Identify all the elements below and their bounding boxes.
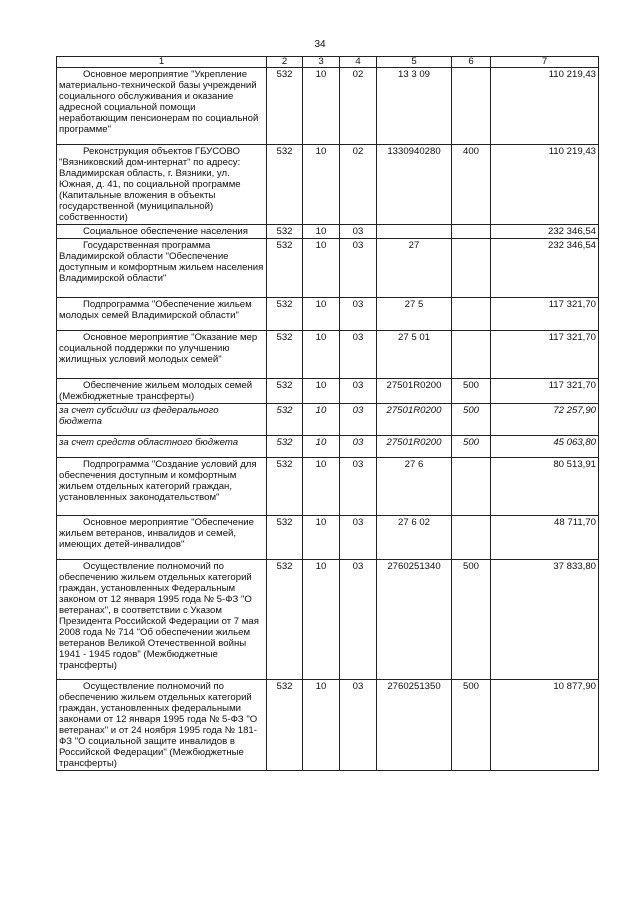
row-col4-cell: 03: [340, 298, 377, 331]
row-col2-cell: 532: [267, 225, 303, 239]
row-col2-cell: 532: [267, 239, 303, 298]
row-col4-cell: 03: [340, 404, 377, 436]
row-col3-cell: 10: [303, 298, 340, 331]
row-name-text: Осуществление полномочий по обеспечению жильем отдельных категорий граждан, установленных федеральными законами от 12 января 1995 года № 5-ФЗ "О ветеранах" и от 24 ноября 1995 года № 181-ФЗ "О социальной защите инвалидов в Российской Федерации" (Межбюджетные трансферты): [59, 681, 258, 769]
row-col6-cell: 500: [452, 404, 491, 436]
row-name-text: Осуществление полномочий по обеспечению жильем отдельных категорий граждан, установленных Федеральным законом от 12 января 1995 года № 5-ФЗ "О ветеранах", в соответствии с Указом Президента Российской Федерации от 7 мая 2008 года № 714 "Об обеспечении жильем ветеранов Великой Отечественной войны 1941 - 1945 годов" (Межбюджетные трансферты): [59, 561, 259, 671]
page-number: 34: [314, 39, 326, 50]
row-name-text: Реконструкция объектов ГБУСОВО "Вязниковский дом-интернат" по адресу: Владимирская область, г. Вязники, ул. Южная, д. 41, по социальной программе (Капитальные вложения в объекты государственной (муниципальной) собственности): [59, 146, 241, 223]
row-amount-cell: 45 063,80: [491, 436, 599, 458]
row-col4-cell: 03: [340, 331, 377, 379]
row-col5-cell: 27501R0200: [377, 379, 452, 404]
row-col5-cell: 27501R0200: [377, 436, 452, 458]
row-col2-cell: 532: [267, 298, 303, 331]
row-name-text: Обеспечение жильем молодых семей (Межбюджетные трансферты): [59, 380, 253, 402]
row-name-cell: [57, 331, 267, 379]
row-col5-cell: 27 5: [377, 298, 452, 331]
row-col2-cell: 532: [267, 458, 303, 516]
row-col6-cell: [452, 239, 491, 298]
row-col3-cell: 10: [303, 145, 340, 225]
row-name-cell: [57, 680, 267, 771]
table-row: [57, 68, 599, 145]
row-name-cell: [57, 436, 267, 458]
row-amount-cell: 232 346,54: [491, 225, 599, 239]
row-col5-cell: 1330940280: [377, 145, 452, 225]
row-col6-cell: [452, 331, 491, 379]
row-amount-cell: 117 321,70: [491, 331, 599, 379]
row-name-text: Подпрограмма "Обеспечение жильем молодых семей Владимирской области": [59, 299, 252, 321]
row-col5-cell: 13 3 09: [377, 68, 452, 145]
row-col4-cell: 03: [340, 458, 377, 516]
row-col5-cell: [377, 225, 452, 239]
row-col5-cell: 2760251350: [377, 680, 452, 771]
table-row: [57, 404, 599, 436]
row-amount-cell: 110 219,43: [491, 145, 599, 225]
row-col3-cell: 10: [303, 225, 340, 239]
row-name-cell: [57, 458, 267, 516]
row-name-cell: [57, 379, 267, 404]
header-col-4: 4: [340, 57, 377, 68]
row-name-text: Государственная программа Владимирской области "Обеспечение доступным и комфортным жильем населения Владимирской области": [59, 240, 264, 284]
row-name-cell: [57, 298, 267, 331]
row-col6-cell: [452, 298, 491, 331]
row-col4-cell: 03: [340, 225, 377, 239]
row-col6-cell: 500: [452, 560, 491, 680]
row-col6-cell: [452, 68, 491, 145]
header-col-7: 7: [491, 57, 599, 68]
row-col4-cell: 03: [340, 239, 377, 298]
row-col3-cell: 10: [303, 68, 340, 145]
row-col2-cell: 532: [267, 516, 303, 560]
table-row: [57, 331, 599, 379]
row-col2-cell: 532: [267, 436, 303, 458]
row-col5-cell: 27 6: [377, 458, 452, 516]
row-col2-cell: 532: [267, 560, 303, 680]
header-col-3: 3: [303, 57, 340, 68]
row-name-text: за счет средств областного бюджета: [59, 437, 239, 448]
row-col4-cell: 03: [340, 436, 377, 458]
row-amount-cell: 48 711,70: [491, 516, 599, 560]
row-name-cell: [57, 516, 267, 560]
row-amount-cell: 232 346,54: [491, 239, 599, 298]
row-col3-cell: 10: [303, 379, 340, 404]
row-col4-cell: 03: [340, 379, 377, 404]
row-col5-cell: 2760251340: [377, 560, 452, 680]
row-amount-cell: 10 877,90: [491, 680, 599, 771]
row-col3-cell: 10: [303, 239, 340, 298]
row-amount-cell: 80 513,91: [491, 458, 599, 516]
row-col5-cell: 27 6 02: [377, 516, 452, 560]
row-col2-cell: 532: [267, 404, 303, 436]
row-col3-cell: 10: [303, 404, 340, 436]
row-col4-cell: 02: [340, 68, 377, 145]
row-name-cell: [57, 239, 267, 298]
row-col6-cell: [452, 225, 491, 239]
row-col5-cell: 27: [377, 239, 452, 298]
header-row: [57, 57, 599, 68]
row-col6-cell: [452, 516, 491, 560]
table-row: [57, 225, 599, 239]
row-name-text: Основное мероприятие "Оказание мер социальной поддержки по улучшению жилищных условий молодых семей": [59, 332, 258, 365]
row-name-text: за счет субсидии из федерального бюджета: [59, 405, 219, 427]
row-col2-cell: 532: [267, 379, 303, 404]
row-col6-cell: 500: [452, 379, 491, 404]
row-col5-cell: 27 5 01: [377, 331, 452, 379]
header-col-2: 2: [267, 57, 303, 68]
row-col4-cell: 03: [340, 516, 377, 560]
row-amount-cell: 117 321,70: [491, 298, 599, 331]
row-amount-cell: 72 257,90: [491, 404, 599, 436]
row-name-cell: [57, 225, 267, 239]
table-row: [57, 145, 599, 225]
row-name-text: Основное мероприятие "Обеспечение жильем ветеранов, инвалидов и семей, имеющих детей-инвалидов": [59, 517, 254, 550]
row-name-cell: [57, 145, 267, 225]
row-col2-cell: 532: [267, 145, 303, 225]
row-col6-cell: 500: [452, 680, 491, 771]
row-col3-cell: 10: [303, 516, 340, 560]
table-row: [57, 298, 599, 331]
table-row: [57, 560, 599, 680]
header-col-6: 6: [452, 57, 491, 68]
table-row: [57, 458, 599, 516]
table-row: [57, 239, 599, 298]
header-col-5: 5: [377, 57, 452, 68]
row-col3-cell: 10: [303, 331, 340, 379]
row-amount-cell: 37 833,80: [491, 560, 599, 680]
row-col4-cell: 03: [340, 680, 377, 771]
budget-table: [56, 56, 599, 771]
header-col-1: 1: [57, 57, 267, 68]
table-row: [57, 680, 599, 771]
row-col2-cell: 532: [267, 331, 303, 379]
row-col6-cell: [452, 458, 491, 516]
row-col4-cell: 02: [340, 145, 377, 225]
row-col6-cell: 400: [452, 145, 491, 225]
row-name-text: Основное мероприятие "Укрепление материально-технической базы учреждений социального обслуживания и оказание адресной социальной помощи неработающим пенсионерам по социальной программе": [59, 69, 259, 135]
row-col3-cell: 10: [303, 436, 340, 458]
row-amount-cell: 117 321,70: [491, 379, 599, 404]
table-row: [57, 516, 599, 560]
row-col2-cell: 532: [267, 680, 303, 771]
row-name-text: Подпрограмма "Создание условий для обеспечения доступным и комфортным жильем отдельных категорий граждан, установленных законодательством": [59, 459, 257, 503]
row-col5-cell: 27501R0200: [377, 404, 452, 436]
row-name-cell: [57, 404, 267, 436]
row-col3-cell: 10: [303, 458, 340, 516]
row-col3-cell: 10: [303, 560, 340, 680]
row-name-cell: [57, 68, 267, 145]
table-row: [57, 436, 599, 458]
row-col6-cell: 500: [452, 436, 491, 458]
row-name-text: Социальное обеспечение населения: [83, 226, 248, 237]
row-amount-cell: 110 219,43: [491, 68, 599, 145]
row-col2-cell: 532: [267, 68, 303, 145]
row-col3-cell: 10: [303, 680, 340, 771]
row-name-cell: [57, 560, 267, 680]
row-col4-cell: 03: [340, 560, 377, 680]
table-row: [57, 379, 599, 404]
